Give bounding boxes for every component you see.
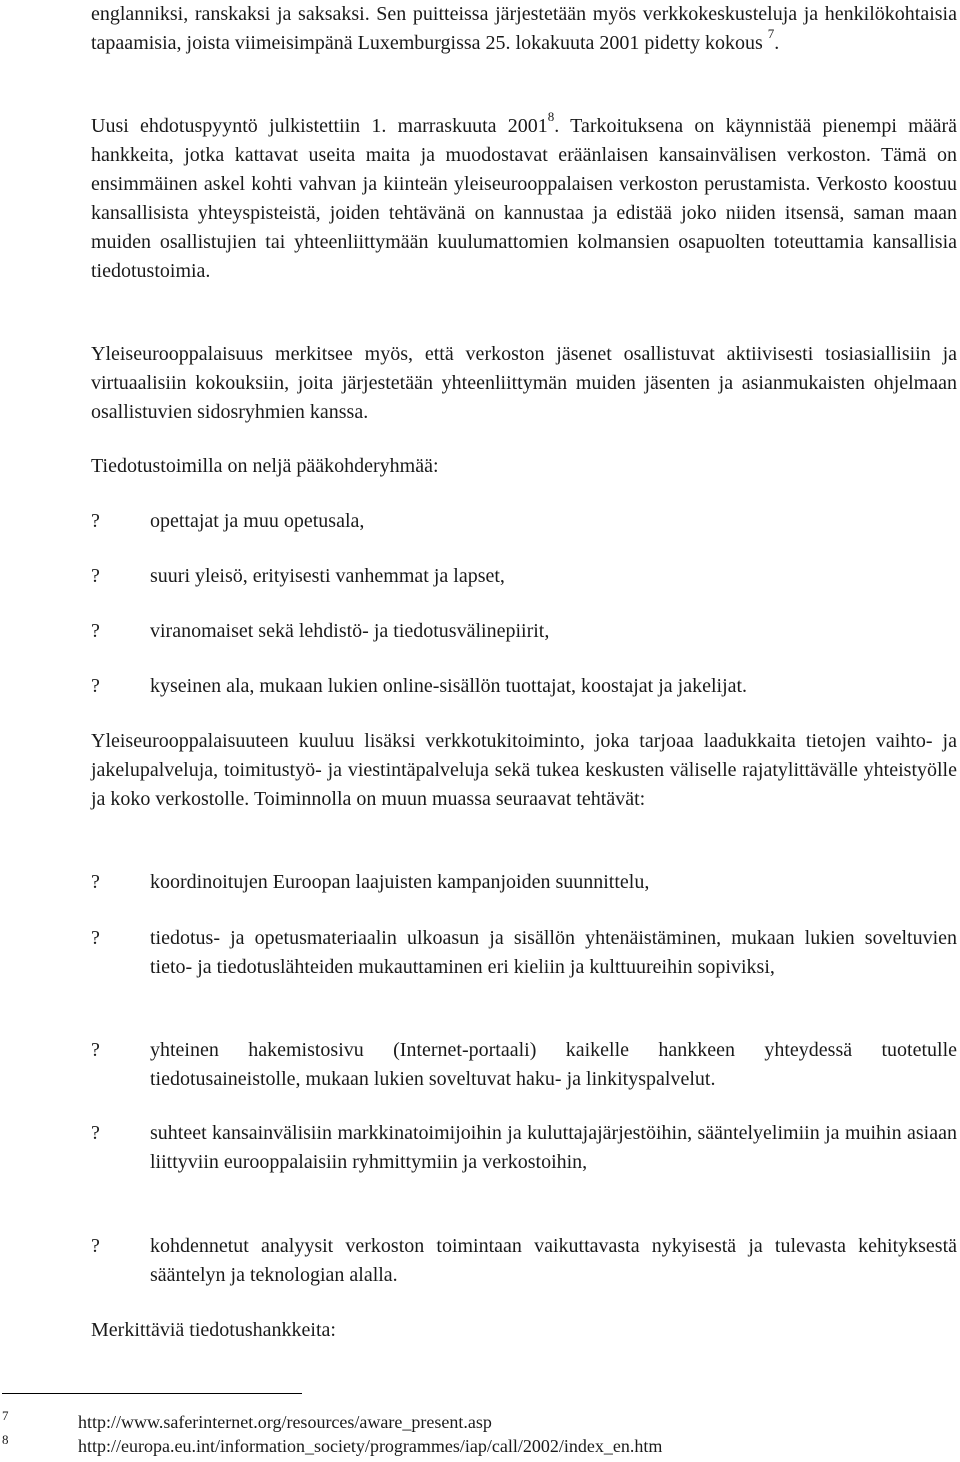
bullet-marker: ?: [91, 1039, 100, 1061]
footnote-ref-8[interactable]: 8: [547, 109, 555, 124]
list-item: ? yhteinen hakemistosivu (Internet-portaali) kaikelle hankkeen yhteydessä tuotetulle tiedotusaineistolle, mukaan lukien soveltuvat haku- ja linkityspalvelut.: [91, 1036, 957, 1094]
list-item: ? suhteet kansainvälisiin markkinatoimijoihin ja kuluttajajärjestöihin, sääntelyelimiin ja muihin asiaan liittyviin eurooppalaisiin ryhmittymiin ja verkostoihin,: [91, 1119, 957, 1177]
bullet-marker: ?: [91, 510, 100, 532]
footnote-ref-7[interactable]: 7: [767, 26, 775, 41]
paragraph-support: Yleiseurooppalaisuuteen kuuluu lisäksi verkkotukitoiminto, joka tarjoaa laadukkaita tietojen vaihto- ja jakelupalveluja, toimitustyö- ja viestintäpalveluja sekä tukea keskusten väliselle rajatylittävälle yhteistyölle ja koko verkostolle. Toiminnolla on muun muassa seuraavat tehtävät:: [91, 730, 957, 810]
list-item: ? viranomaiset sekä lehdistö- ja tiedotusvälinepiirit,: [91, 617, 957, 646]
paragraph-intro: englanniksi, ranskaksi ja saksaksi. Sen puitteissa järjestetään myös verkkokeskusteluja ja henkilökohtaisia tapaamisia, joista viimeisimpänä Luxemburgissa 25. lokakuuta 2001 pidetty kokous $^7$.: [91, 3, 957, 54]
footnote-separator: [2, 1393, 302, 1394]
bullet-marker: ?: [91, 927, 100, 949]
list-item: ? suuri yleisö, erityisesti vanhemmat ja lapset,: [91, 562, 957, 591]
list-item: ? koordinoitujen Euroopan laajuisten kampanjoiden suunnittelu,: [91, 868, 957, 897]
projects-heading: Merkittäviä tiedotushankkeita:: [91, 1319, 336, 1341]
bullet-marker: ?: [91, 620, 100, 642]
paragraph-call: Uusi ehdotuspyyntö julkistettiin 1. marraskuuta 2001$^8$. Tarkoituksena on käynnistää pienempi määrä hankkeita, jotka kattavat useita maita ja muodostavat eräänlaisen kansainvälisen verkoston. Tämä on ensimmäinen askel kohti vahvan ja kiinteän yleiseurooppalaisen verkoston perustamista. Verkosto koostuu kansallisista yhteyspisteistä, joiden tehtävänä on kannustaa ja edistää joko niiden itsensä, saman maan muiden osallistujien tai yhteenliittymään kuulumattomien kolmansien osapuolten toteuttamia kansallisia tiedotustoimia.: [91, 109, 957, 282]
list-item: ? opettajat ja muu opetusala,: [91, 507, 957, 536]
paragraph-paneuropean: Yleiseurooppalaisuus merkitsee myös, että verkoston jäsenet osallistuvat aktiivisesti tosiasiallisiin ja virtuaalisiin kokouksiin, joita järjestetään yhteenliittymän muiden jäsenten ja asianmukaisten ohjelmaan osallistuvien sidosryhmien kanssa.: [91, 343, 957, 423]
list-item: ? tiedotus- ja opetusmateriaalin ulkoasun ja sisällön yhtenäistäminen, mukaan lukien soveltuvien tieto- ja tiedotuslähteiden mukauttaminen eri kieliin ja kulttuureihin sopiviksi,: [91, 924, 957, 982]
list-item: ? kyseinen ala, mukaan lukien online-sisällön tuottajat, koostajat ja jakelijat.: [91, 672, 957, 701]
footnote-number: 7: [2, 1408, 9, 1423]
bullet-marker: ?: [91, 1122, 100, 1144]
bullet-marker: ?: [91, 565, 100, 587]
groups-intro: Tiedotustoimilla on neljä pääkohderyhmää:: [91, 455, 439, 477]
footnote-number: 8: [2, 1432, 9, 1447]
list-item: ? kohdennetut analyysit verkoston toimintaan vaikuttavasta nykyisestä ja tulevasta kehityksestä sääntelyn ja teknologian alalla.: [91, 1232, 957, 1290]
footnote-link[interactable]: http://www.saferinternet.org/resources/aware_present.asp: [78, 1412, 492, 1432]
bullet-marker: ?: [91, 1235, 100, 1257]
bullet-marker: ?: [91, 675, 100, 697]
footnote-link[interactable]: http://europa.eu.int/information_society/programmes/iap/call/2002/index_en.htm: [78, 1436, 663, 1456]
bullet-marker: ?: [91, 871, 100, 893]
